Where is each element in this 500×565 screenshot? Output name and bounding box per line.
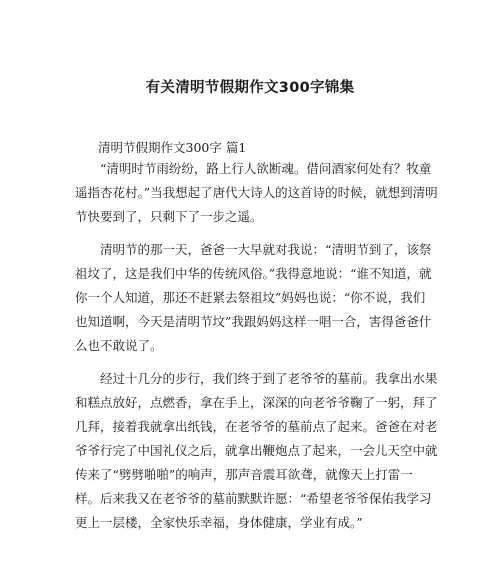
- text-line: 经过十几分的步行，我们终于到了老爷爷的墓前。我拿出水果: [100, 371, 438, 386]
- paragraph: [75, 157, 440, 229]
- essay-body: [75, 157, 440, 544]
- text-line: 也知道啊，今天是清明节坟”我跟妈妈这样一唱一合，害得爸爸什: [75, 314, 432, 329]
- text-line: 节快要到了，只剩下了一步之遥。: [75, 209, 263, 224]
- text-line: 样。后来我又在老爷爷的墓前默默许愿：“希望老爷爷保佑我学习: [75, 491, 432, 506]
- text-line: 祖坟了，这是我们中华的传统风俗。”我得意地说：“谁不知道，就: [75, 266, 432, 281]
- section-heading: 清明节假期作文300字 篇1: [98, 140, 247, 155]
- document-title: 有关清明节假期作文300字锦集: [145, 80, 355, 96]
- text-line: “清明时节雨纷纷，路上行人欲断魂。借问酒家何处有？牧童: [100, 161, 432, 176]
- paragraph: [75, 367, 440, 535]
- text-line: 你一个人知道，那还不赶紧去祭祖坟”妈妈也说：“你不说，我们: [75, 290, 426, 305]
- paragraph: [75, 238, 440, 358]
- text-line: 爷爷行完了中国礼仪之后，就拿出鞭炮点了起来，一会儿天空中就: [75, 443, 438, 458]
- text-line: 清明节的那一天，爸爸一大早就对我说：“清明节到了，该祭: [100, 242, 432, 257]
- text-line: 遥指杏花村。”当我想起了唐代大诗人的这首诗的时候，就想到清明: [75, 185, 438, 200]
- text-line: 几拜，接着我就拿出纸钱，在老爷爷的墓前点了起来。爸爸在对老: [75, 419, 438, 434]
- text-line: 传来了“劈劈啪啪”的响声，那声音震耳欲聋，就像天上打雷一: [75, 467, 413, 482]
- text-line: 么也不敢说了。: [75, 338, 163, 353]
- text-line: 更上一层楼，全家快乐幸福，身体健康，学业有成。”: [75, 515, 363, 530]
- text-line: 和糕点放好，点燃香，拿在手上，深深的向老爷爷鞠了一躬，拜了: [75, 395, 438, 410]
